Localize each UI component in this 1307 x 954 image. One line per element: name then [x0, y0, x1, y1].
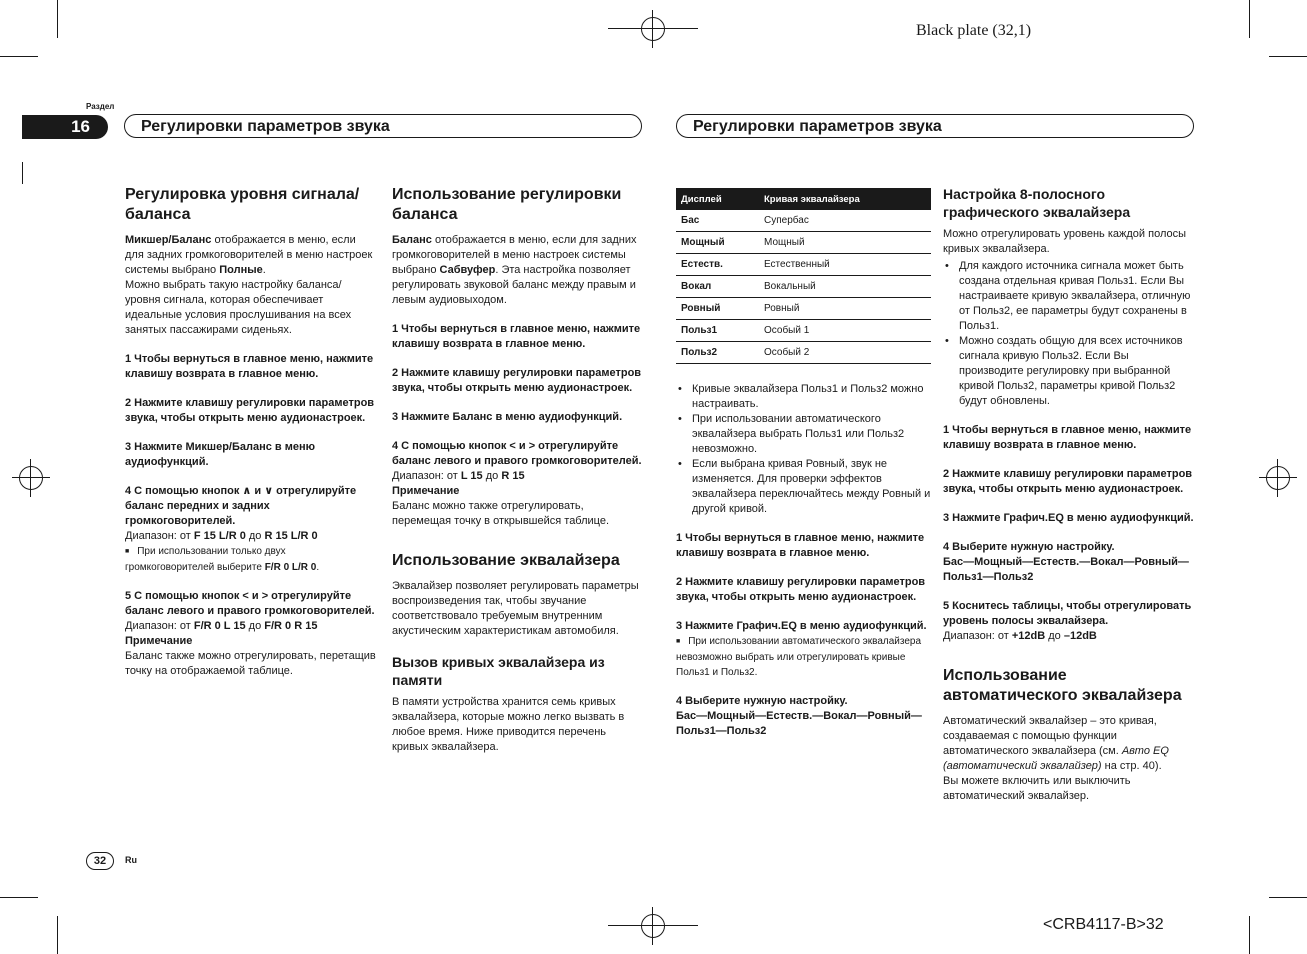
eq-curve-table: [676, 188, 931, 364]
crop-mark: [0, 56, 38, 57]
step: 1 Чтобы вернуться в главное меню, нажмите клавишу возврата в главное меню.: [392, 323, 641, 350]
crop-mark: [1249, 0, 1250, 38]
table-row: [676, 320, 931, 342]
crop-mark: [1249, 916, 1250, 954]
note-item: ■ При использовании автоматического эквалайзера невозможно выбрать или отрегулировать кривые Польз1 и Польз2.: [676, 634, 931, 680]
step: 2 Нажмите клавишу регулировки параметров звука, чтобы открыть меню аудионастроек.: [392, 367, 642, 394]
cross-reference-link[interactable]: Авто EQ (автоматический эквалайзер): [943, 745, 1169, 772]
table-cell: Особый 2: [759, 342, 931, 364]
list-item: • Можно создать общую для всех источников сигнала кривую Польз2. Если Вы производите регулировку при выбранной кривой Польз2, параметры кривой Польз2 будут обновлены.: [959, 334, 1195, 409]
table-cell: Вокал: [676, 276, 759, 298]
crop-mark: [608, 28, 698, 29]
footer-code: <CRB4117-B>32: [1043, 916, 1164, 933]
step: 3 Нажмите Баланс в меню аудиофункций.: [392, 411, 623, 423]
note-text: Баланс можно также отрегулировать, перемещая точку в открывшейся таблице.: [392, 500, 610, 527]
paragraph: В памяти устройства хранится семь кривых эквалайзера, которые можно легко вызвать в любое время. Ниже приводится перечень кривых эквалайзера.: [392, 696, 625, 753]
table-row: [676, 276, 931, 298]
table-row: [676, 298, 931, 320]
list-item: • Кривые эквалайзера Польз1 и Польз2 можно настраивать.: [692, 382, 931, 412]
paragraph: Вы можете включить или выключить автоматический эквалайзер.: [943, 775, 1131, 802]
section-title: Использование эквалайзера: [392, 552, 620, 569]
registration-mark: [634, 10, 672, 48]
step: 3 Нажмите Микшер/Баланс в меню аудиофункций.: [125, 441, 316, 468]
crop-mark: [57, 0, 58, 38]
registration-mark: [12, 459, 50, 497]
step: 1 Чтобы вернуться в главное меню, нажмите клавишу возврата в главное меню.: [676, 532, 925, 559]
table-cell: Мощный: [759, 232, 931, 254]
step: 1 Чтобы вернуться в главное меню, нажмите клавишу возврата в главное меню.: [943, 424, 1192, 451]
list-item: • Для каждого источника сигнала может быть создана отдельная кривая Польз1. Если Вы настраиваете кривую эквалайзера, отличную от Польз2, ее параметры будут сохранены в Польз1.: [959, 259, 1195, 334]
range: Диапазон: от L 15 до R 15: [392, 470, 525, 482]
crop-mark: [0, 897, 38, 898]
range: Диапазон: от F 15 L/R 0 до R 15 L/R 0: [125, 530, 318, 542]
step: 2 Нажмите клавишу регулировки параметров звука, чтобы открыть меню аудионастроек.: [676, 576, 926, 603]
paragraph: Можно выбрать такую настройку баланса/уровня сигнала, которая обеспечивает идеальные условия прослушивания на всех занятых пассажирами сиденьях.: [125, 279, 352, 336]
step: 4 Выберите нужную настройку.: [676, 695, 848, 707]
step: 4 С помощью кнопок ∧ и ∨ отрегулируйте баланс передних и задних громкоговорителей.: [125, 485, 357, 527]
note-title: Примечание: [392, 485, 460, 497]
step: 2 Нажмите клавишу регулировки параметров звука, чтобы открыть меню аудионастроек.: [943, 468, 1193, 495]
crop-mark: [22, 162, 23, 184]
table-header: Дисплей: [676, 188, 759, 210]
section-title: Использование регулировки баланса: [392, 186, 622, 223]
crop-mark: [1269, 56, 1307, 57]
crop-mark: [608, 925, 698, 926]
column-2: [392, 185, 644, 755]
table-row: [676, 232, 931, 254]
registration-mark: [634, 907, 672, 945]
step: 2 Нажмите клавишу регулировки параметров звука, чтобы открыть меню аудионастроек.: [125, 397, 375, 424]
crop-mark: [57, 916, 58, 954]
table-cell: Мощный: [676, 232, 759, 254]
paragraph: Можно отрегулировать уровень каждой полосы кривых эквалайзера.: [943, 228, 1187, 255]
table-cell: Вокальный: [759, 276, 931, 298]
step: 3 Нажмите Графич.EQ в меню аудиофункций.: [676, 620, 927, 632]
step: 3 Нажмите Графич.EQ в меню аудиофункций.: [943, 512, 1194, 524]
table-header: Кривая эквалайзера: [759, 188, 931, 210]
section-title: Регулировка уровня сигнала/баланса: [125, 186, 360, 223]
table-header-row: [676, 188, 931, 210]
step: 4 Выберите нужную настройку.: [943, 541, 1115, 553]
registration-mark: [1259, 459, 1297, 497]
table-row: [676, 254, 931, 276]
table-cell: Естеств.: [676, 254, 759, 276]
step: 1 Чтобы вернуться в главное меню, нажмите клавишу возврата в главное меню.: [125, 353, 374, 380]
options-list: Бас—Мощный—Естеств.—Вокал—Ровный—Польз1—Польз2: [943, 556, 1189, 583]
language-code: Ru: [125, 855, 137, 865]
note-item: ■ При использовании только двух громкоговорителей выберите F/R 0 L/R 0.: [125, 544, 377, 575]
subsection-title: Вызов кривых эквалайзера из памяти: [392, 654, 605, 688]
table-cell: Ровный: [676, 298, 759, 320]
header-right: Регулировки параметров звука: [676, 114, 1194, 138]
table-cell: Особый 1: [759, 320, 931, 342]
table-row: [676, 342, 931, 364]
table-cell: Бас: [676, 210, 759, 232]
column-3: [676, 188, 931, 739]
table-cell: Естественный: [759, 254, 931, 276]
bullet-list: [676, 382, 931, 517]
paragraph: Автоматический эквалайзер – это кривая, создаваемая с помощью функции автоматического эквалайзера (см. Авто EQ (автоматический эквалайзер) на стр. 40).: [943, 715, 1169, 772]
column-4: [943, 185, 1195, 804]
table-cell: Польз2: [676, 342, 759, 364]
section-title: Настройка 8-полосного графического эквалайзера: [943, 186, 1131, 220]
range: Диапазон: от +12dB до –12dB: [943, 630, 1097, 642]
table-cell: Польз1: [676, 320, 759, 342]
section-number: 16: [22, 115, 108, 139]
section-title: Использование автоматического эквалайзера: [943, 667, 1182, 704]
column-1: [125, 185, 377, 679]
table-row: [676, 210, 931, 232]
list-item: • При использовании автоматического эквалайзера выбрать Польз1 или Польз2 невозможно.: [692, 412, 931, 457]
options-list: Бас—Мощный—Естеств.—Вокал—Ровный—Польз1—Польз2: [676, 710, 922, 737]
step: 4 С помощью кнопок < и > отрегулируйте баланс левого и правого громкоговорителей.: [392, 440, 642, 467]
paragraph: Баланс отображается в меню, если для задних громкоговорителей в меню настроек системы выбрано Сабвуфер. Эта настройка позволяет регулировать звуковой баланс между правым и левым аудиовыходом.: [392, 234, 637, 306]
paragraph: Эквалайзер позволяет регулировать параметры воспроизведения так, чтобы звучание соответствовало требуемым внутренним акустическим характеристикам автомобиля.: [392, 580, 639, 637]
list-item: • Если выбрана кривая Ровный, звук не изменяется. Для проверки эффектов эквалайзера переключайтесь между Ровный и другой кривой.: [692, 457, 931, 517]
bullet-list: [943, 259, 1195, 409]
section-label: Раздел: [86, 102, 115, 111]
plate-label: Black plate (32,1): [916, 22, 1032, 39]
step: 5 Коснитесь таблицы, чтобы отрегулировать уровень полосы эквалайзера.: [943, 600, 1192, 627]
table-cell: Ровный: [759, 298, 931, 320]
step: 5 С помощью кнопок < и > отрегулируйте баланс левого и правого громкоговорителей.: [125, 590, 375, 617]
crop-mark: [1269, 897, 1307, 898]
paragraph: Микшер/Баланс отображается в меню, если для задних громкоговорителей в меню настроек системы выбрано Полные.: [125, 234, 373, 276]
note-title: Примечание: [125, 635, 193, 647]
table-cell: Супербас: [759, 210, 931, 232]
page-number: 32: [86, 852, 114, 870]
note-text: Баланс также можно отрегулировать, перетащив точку на отображаемой таблице.: [125, 650, 376, 677]
range: Диапазон: от F/R 0 L 15 до F/R 0 R 15: [125, 620, 318, 632]
header-left: Регулировки параметров звука: [124, 114, 642, 138]
